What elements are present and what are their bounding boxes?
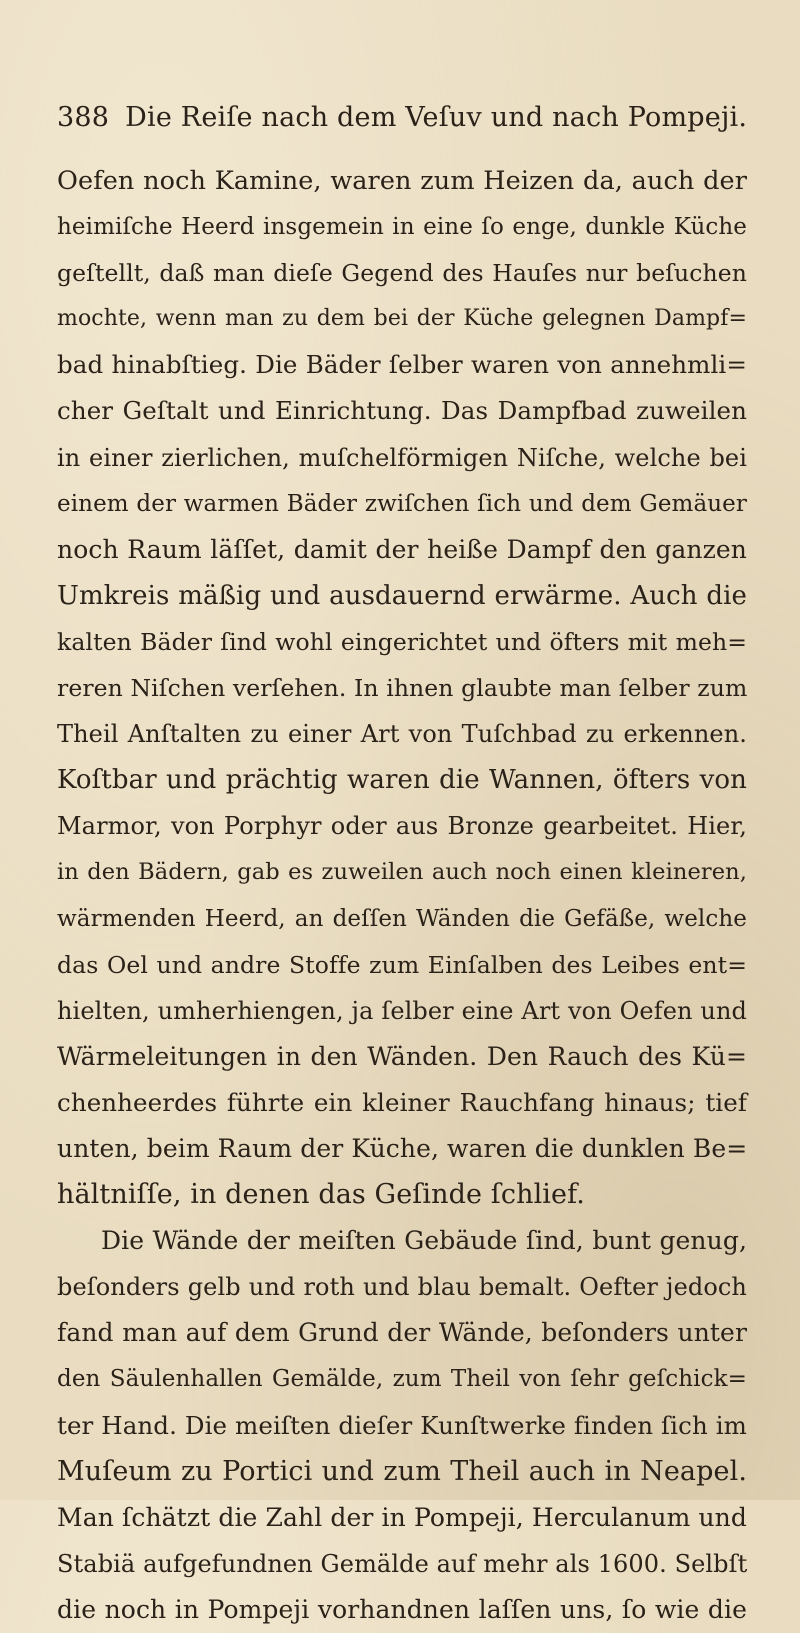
page-number: 388	[57, 102, 110, 133]
running-title: Die Reiſe nach dem Veſuv und nach Pompeji.	[125, 102, 748, 133]
text-line: hielten, umherhiengen, ja ſelber eine Art von Oefen und	[57, 996, 747, 1025]
text-line: Koſtbar und prächtig waren die Wannen, öfters von	[57, 765, 747, 796]
text-line: unten, beim Raum der Küche, waren die dunklen Be=	[57, 1133, 748, 1163]
text-line: in den Bädern, gab es zuweilen auch noch einen kleineren,	[57, 859, 747, 886]
text-line: geſtellt, daß man dieſe Gegend des Hauſes nur beſuchen	[57, 259, 747, 288]
text-line: Theil Anſtalten zu einer Art von Tuſchbad zu erkennen.	[57, 720, 747, 749]
text-line: ter Hand. Die meiſten dieſer Kunſtwerke finden ſich im	[57, 1410, 747, 1440]
text-line: Stabiä aufgefundnen Gemälde auf mehr als 1600. Selbſt	[57, 1549, 748, 1578]
text-line: Marmor, von Porphyr oder aus Bronze gearbeitet. Hier,	[57, 812, 747, 841]
text-line: mochte, wenn man zu dem bei der Küche gelegnen Dampf=	[57, 306, 747, 332]
text-line: Die Wände der meiſten Gebäude ſind, bunt genug,	[101, 1226, 747, 1256]
text-line: die noch in Pompeji vorhandnen laſſen uns, ſo wie die	[57, 1594, 747, 1624]
text-line: fand man auf dem Grund der Wände, beſonders unter	[57, 1318, 747, 1348]
text-line: kalten Bäder ſind wohl eingerichtet und öfters mit meh=	[57, 627, 747, 656]
text-line: Oefen noch Kamine, waren zum Heizen da, auch der	[57, 166, 747, 196]
text-line: hältniſſe, in denen das Geſinde ſchlief.	[57, 1179, 585, 1211]
text-line: in einer zierlichen, muſchelförmigen Niſche, welche bei	[57, 443, 747, 472]
text-line: einem der warmen Bäder zwiſchen ſich und dem Gemäuer	[57, 490, 747, 517]
text-line: bad hinabſtieg. Die Bäder ſelber waren von annehmli=	[57, 350, 747, 380]
text-line: Muſeum zu Portici und zum Theil auch in Neapel.	[57, 1455, 747, 1487]
text-line: wärmenden Heerd, an deſſen Wänden die Gefäße, welche	[57, 905, 747, 932]
text-line: cher Geſtalt und Einrichtung. Das Dampfbad zuweilen	[57, 396, 747, 426]
text-line: den Säulenhallen Gemälde, zum Theil von ſehr geſchick=	[57, 1366, 747, 1393]
page-header	[57, 96, 757, 140]
text-line: das Oel und andre Stoffe zum Einſalben des Leibes ent=	[57, 950, 747, 979]
text-line: Wärmeleitungen in den Wänden. Den Rauch des Kü=	[57, 1041, 747, 1071]
text-line: Umkreis mäßig und ausdauernd erwärme. Auch die	[57, 580, 747, 611]
text-line: noch Raum läſſet, damit der heiße Dampf den ganzen	[57, 534, 747, 564]
text-line: reren Niſchen verſehen. In ihnen glaubte man ſelber zum	[57, 674, 748, 703]
text-line: heimiſche Heerd insgemein in eine ſo enge, dunkle Küche	[57, 214, 747, 241]
text-line: Man ſchätzt die Zahl der in Pompeji, Herculanum und	[57, 1502, 747, 1532]
text-line: chenheerdes führte ein kleiner Rauchfang hinaus; tief	[57, 1087, 747, 1117]
text-line: beſonders gelb und roth und blau bemalt. Oefter jedoch	[57, 1273, 747, 1302]
body-text	[57, 158, 747, 1633]
